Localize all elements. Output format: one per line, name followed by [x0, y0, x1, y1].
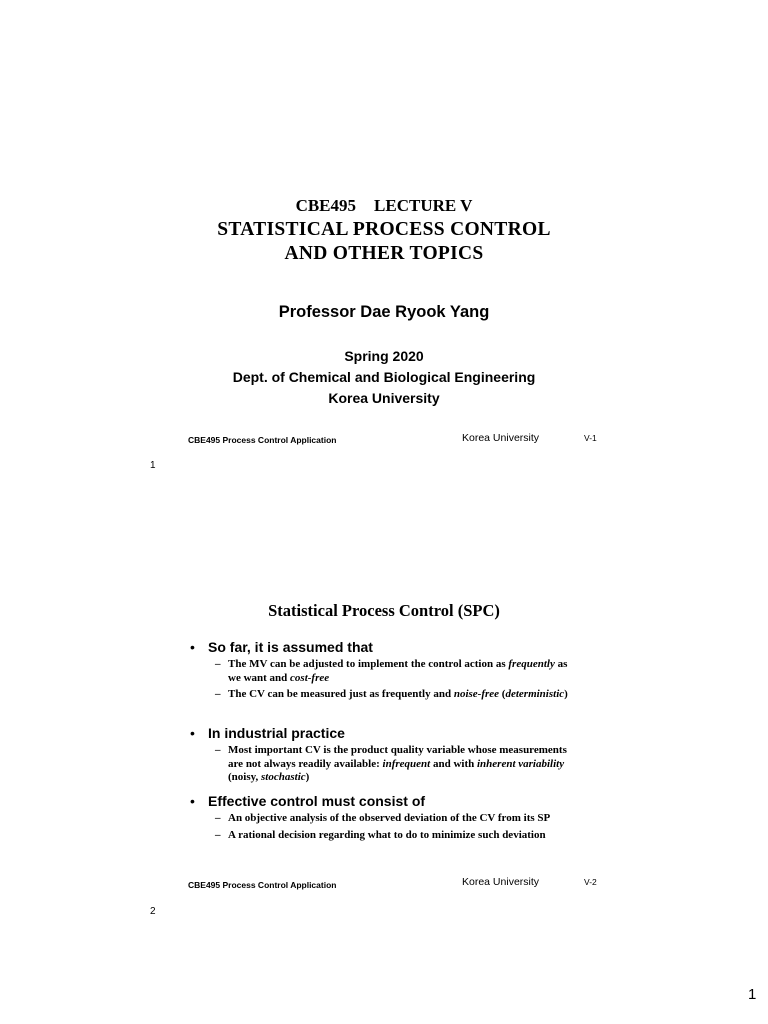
- emphasis-text: stochastic: [261, 771, 306, 783]
- lecture-title-line-1: STATISTICAL PROCESS CONTROL: [217, 219, 551, 240]
- sub-bullet-item: [215, 744, 573, 785]
- dash-marker: –: [215, 812, 221, 824]
- sub-bullet-item: [215, 658, 573, 685]
- emphasis-text: cost-free: [290, 671, 330, 684]
- emphasis-text: inherent variability: [476, 757, 565, 770]
- emphasis-text: noise-free: [453, 688, 500, 700]
- department: Dept. of Chemical and Biological Engineering: [232, 369, 536, 385]
- emphasis-text: frequently: [508, 658, 555, 670]
- dash-marker: –: [215, 828, 221, 841]
- bullet-text: Effective control must consist of: [208, 793, 426, 809]
- bullet-text: So far, it is assumed that: [208, 639, 373, 655]
- bullet-heading: [190, 638, 590, 656]
- sub-bullet-text: ): [305, 771, 310, 783]
- footer-course: CBE495 Process Control Application: [188, 880, 337, 890]
- bullet-group: [190, 638, 590, 705]
- dash-marker: –: [215, 744, 221, 756]
- bullet-heading: [190, 792, 590, 810]
- sub-bullet-text: An objective analysis of the observed deviation of the CV from its SP: [228, 812, 551, 824]
- footer-slide-id: V-2: [584, 877, 597, 887]
- footer-slide-id: V-1: [584, 433, 597, 443]
- footer-course: CBE495 Process Control Application: [188, 435, 337, 445]
- dash-marker: –: [215, 688, 221, 700]
- slide-index: 1: [150, 460, 156, 471]
- sub-bullet-text: (: [499, 688, 506, 700]
- bullet-group: [190, 724, 590, 788]
- bullet-heading: [190, 724, 590, 742]
- sub-bullet-text: ): [564, 688, 568, 700]
- footer-university: Korea University: [462, 432, 540, 444]
- sub-bullet-text: (noisy,: [228, 771, 262, 783]
- dash-marker: –: [215, 658, 221, 670]
- bullet-group: [190, 792, 590, 845]
- sub-bullet-text: The CV can be measured just as frequently and: [228, 688, 454, 700]
- lecture-title-line-2: AND OTHER TOPICS: [284, 243, 484, 264]
- sub-bullet-text: A rational decision regarding what to do to minimize such deviation: [228, 828, 546, 841]
- sub-bullet-text: as we want and: [228, 658, 568, 684]
- university: Korea University: [328, 390, 440, 406]
- bullet-marker: •: [190, 793, 195, 809]
- course-heading: [0, 196, 768, 216]
- footer-university: Korea University: [462, 876, 540, 888]
- bullet-text: In industrial practice: [208, 725, 345, 741]
- page-number: 1: [748, 986, 757, 1003]
- course-code: CBE495: [295, 196, 357, 215]
- sub-bullet-item: [215, 829, 573, 843]
- sub-bullet-item: [215, 688, 573, 702]
- lecture-label: LECTURE V: [374, 196, 473, 215]
- sub-bullet-text: Most important CV is the product quality variable whose measurements are not always readily available:: [228, 744, 567, 770]
- sub-bullet-item: [215, 812, 573, 826]
- bullet-marker: •: [190, 725, 195, 741]
- sub-bullet-list: [215, 658, 590, 702]
- sub-bullet-text: The MV can be adjusted to implement the control action as: [228, 658, 509, 670]
- sub-bullet-list: [215, 744, 590, 785]
- slide-title: Statistical Process Control (SPC): [268, 601, 500, 620]
- emphasis-text: deterministic: [505, 688, 565, 700]
- sub-bullet-text: and with: [430, 757, 477, 770]
- bullet-marker: •: [190, 639, 195, 655]
- sub-bullet-list: [215, 812, 590, 842]
- professor-name: Professor Dae Ryook Yang: [278, 303, 490, 321]
- term: Spring 2020: [344, 348, 424, 364]
- emphasis-text: infrequent: [382, 757, 431, 770]
- slide-index: 2: [150, 906, 156, 917]
